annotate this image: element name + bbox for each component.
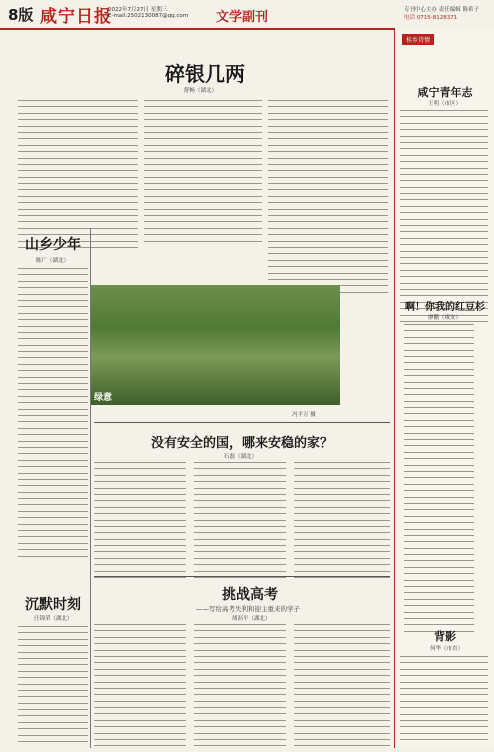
lead-text-col2 xyxy=(144,100,262,247)
exam-text-col1 xyxy=(94,624,186,752)
photo-caption: 绿意 xyxy=(94,393,113,403)
poem2-title: 啊！你我的红豆杉 xyxy=(405,302,485,313)
exam-text-col3 xyxy=(294,624,390,752)
poem1-text xyxy=(400,110,488,327)
lead-text-col3 xyxy=(268,100,388,298)
lead-author: 舒畅（湖北） xyxy=(184,88,218,94)
photo-credit: 冯平万 摄 xyxy=(292,412,316,418)
newspaper-logo: 咸宁日报 xyxy=(40,7,112,27)
exam-text-col2 xyxy=(194,624,286,752)
divider xyxy=(94,422,390,423)
poem1-author: 王明（市区） xyxy=(428,101,462,107)
poem1-title: 咸宁青年志 xyxy=(417,86,473,99)
home-author: 石磊（湖北） xyxy=(224,454,258,460)
silence-text xyxy=(18,626,88,747)
poem2-author: 廖鹏（咸安） xyxy=(428,315,462,321)
exam-subtitle: ——写给高考失利和迎主重来的学子 xyxy=(196,605,300,613)
exam-author: 胡沥平（湖北） xyxy=(232,616,271,622)
sidebar-tag: 桂乡诗情 xyxy=(402,34,434,45)
lead-text-col1 xyxy=(18,100,138,253)
home-text-col1 xyxy=(94,462,186,583)
silence-author: 汪锦荣（湖北） xyxy=(34,616,73,622)
photo xyxy=(90,285,340,405)
date-line: 2022年7月27日 星期三 xyxy=(108,7,168,13)
home-title: 没有安全的国，哪来安稳的家？ xyxy=(150,436,333,451)
home-text-col3 xyxy=(294,462,390,583)
header-right-1: 专刊中心主办 责任编辑 陈希子 xyxy=(404,7,479,13)
poem2-text xyxy=(404,324,474,637)
mountain-title: 山乡少年 xyxy=(25,237,81,253)
poem3-text xyxy=(400,656,488,745)
header-right-2: 电话 0715-8128371 xyxy=(404,15,458,21)
email-line: E-mail:2502130087@qq.com xyxy=(108,13,189,19)
section-name: 文学副刊 xyxy=(216,10,269,25)
mountain-text xyxy=(18,268,88,562)
poem3-title: 背影 xyxy=(434,630,456,643)
poem3-author: 何华（市直） xyxy=(430,646,464,652)
column-rule xyxy=(90,228,91,748)
exam-title: 挑战高考 xyxy=(222,587,278,603)
home-text-col2 xyxy=(194,462,286,583)
mountain-author: 陈广（湖北） xyxy=(36,258,70,264)
page-number: 8版 xyxy=(8,6,34,24)
silence-title: 沉默时刻 xyxy=(25,597,81,613)
lead-title: 碎银几两 xyxy=(165,62,245,86)
divider xyxy=(94,576,390,577)
